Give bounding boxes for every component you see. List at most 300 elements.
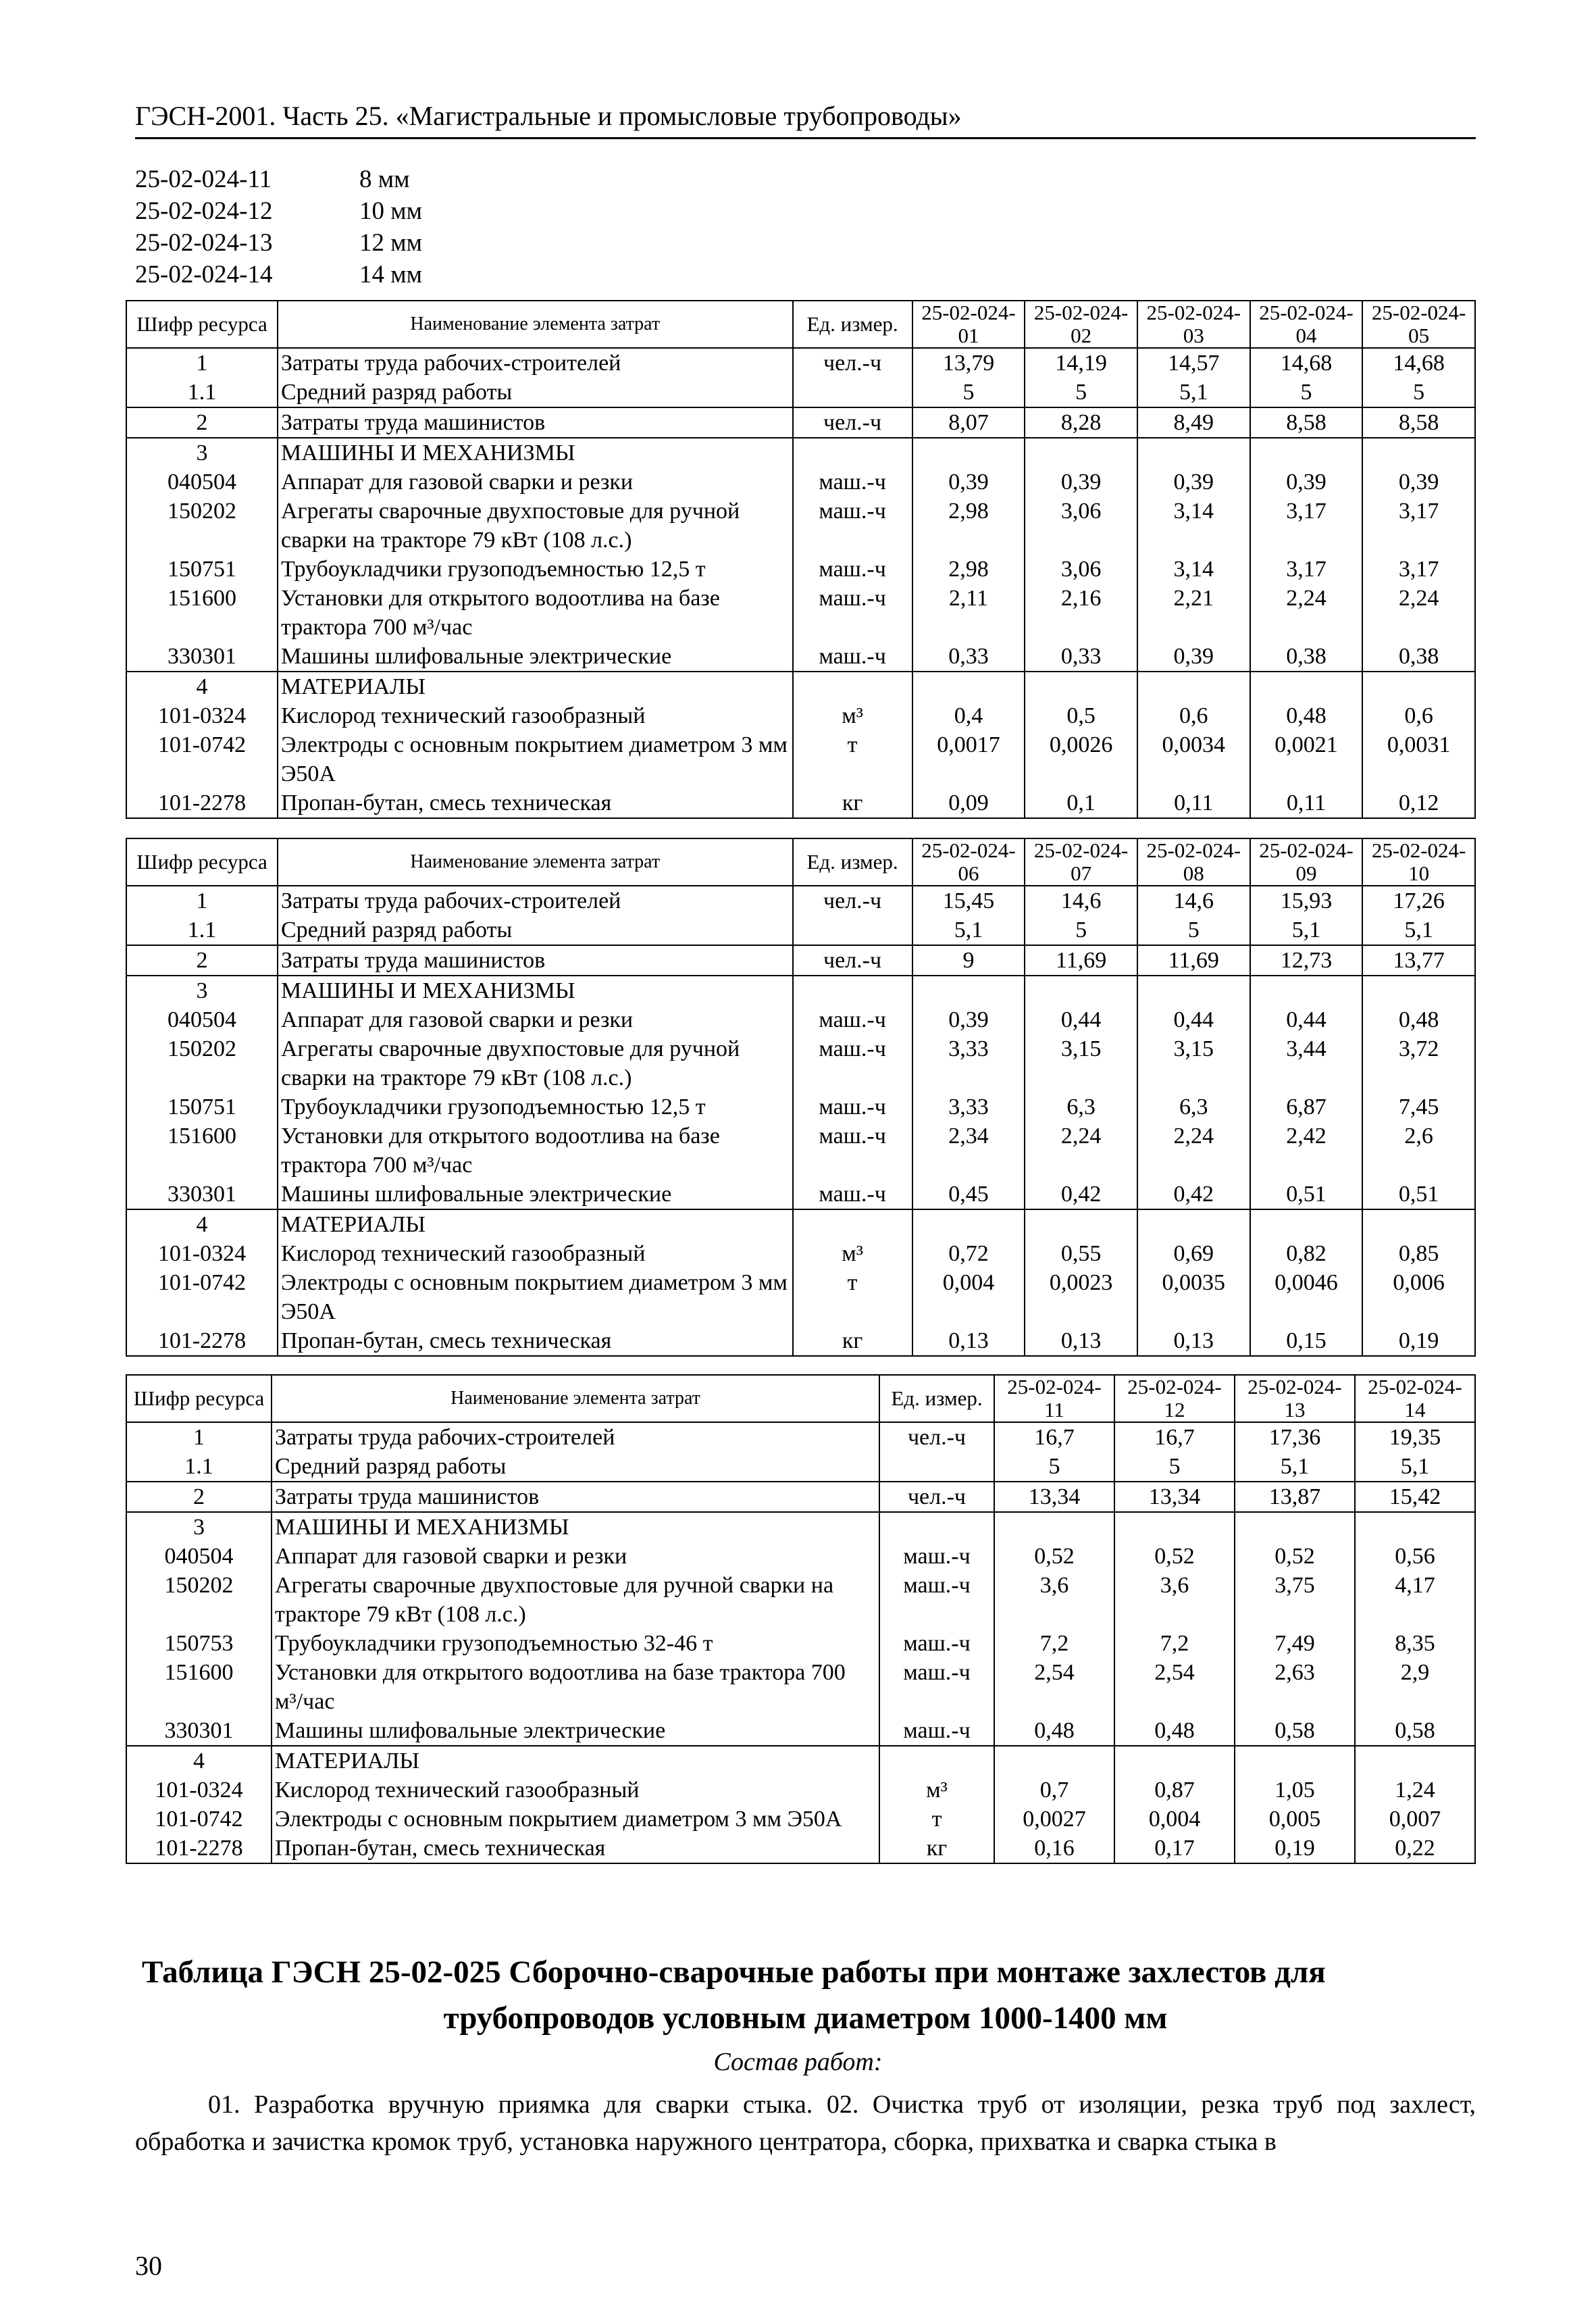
norm-value: 0,0017 — [912, 730, 1025, 788]
norm-value: 0,09 — [912, 788, 1025, 818]
unit: кг — [793, 1326, 912, 1356]
header-column-code: 25-02-024-03 — [1137, 301, 1250, 348]
norm-value — [1025, 672, 1137, 701]
resource-code: 2 — [126, 407, 278, 438]
resource-code: 4 — [126, 1746, 272, 1776]
norm-value — [994, 1746, 1114, 1776]
table-row — [126, 1482, 1475, 1512]
norm-value: 0,33 — [1025, 642, 1137, 672]
resource-code: 150751 — [126, 1092, 278, 1122]
cost-element-name: Агрегаты сварочные двухпостовые для ручной сварки на тракторе 79 кВт (108 л.с.) — [272, 1571, 879, 1629]
cost-element-name: Пропан-бутан, смесь техническая — [278, 1326, 793, 1356]
norm-value: 8,28 — [1025, 407, 1137, 438]
cost-element-name: Электроды с основным покрытием диаметром 3 мм Э50А — [272, 1805, 879, 1834]
header-unit: Ед. измер. — [793, 838, 912, 886]
norm-value: 2,42 — [1250, 1122, 1363, 1180]
norm-value: 0,39 — [912, 468, 1025, 497]
norm-value: 16,7 — [1114, 1422, 1235, 1452]
norm-value — [1250, 1209, 1363, 1239]
norm-value: 0,5 — [1025, 701, 1137, 730]
norm-value: 0,1 — [1025, 788, 1137, 818]
variant-label: 8 мм — [359, 166, 410, 193]
table-row — [126, 1776, 1475, 1805]
norm-value: 2,9 — [1355, 1658, 1475, 1716]
norm-value: 0,7 — [994, 1776, 1114, 1805]
header-row — [126, 301, 1475, 348]
header-name: Наименование элемента затрат — [272, 1375, 879, 1422]
header-row — [126, 1375, 1475, 1422]
table-row — [126, 1122, 1475, 1180]
section-title-line-2: трубопроводов условным диаметром 1000-1400 мм — [443, 2001, 1168, 2036]
norm-value: 16,7 — [994, 1422, 1114, 1452]
table-row — [126, 1834, 1475, 1863]
cost-element-name: Трубоукладчики грузоподъемностью 12,5 т — [278, 555, 793, 584]
norm-value: 2,24 — [1025, 1122, 1137, 1180]
cost-element-name: МАШИНЫ И МЕХАНИЗМЫ — [272, 1512, 879, 1542]
norm-value: 13,34 — [994, 1482, 1114, 1512]
norm-value: 0,39 — [1362, 468, 1475, 497]
unit: маш.-ч — [793, 584, 912, 642]
table-row — [126, 1268, 1475, 1326]
norm-value: 15,93 — [1250, 886, 1363, 915]
unit: маш.-ч — [793, 642, 912, 672]
norm-value: 8,07 — [912, 407, 1025, 438]
resource-code: 101-0742 — [126, 1268, 278, 1326]
resource-code: 101-0742 — [126, 1805, 272, 1834]
cost-element-name: Затраты труда рабочих-строителей — [278, 348, 793, 378]
header-unit: Ед. измер. — [793, 301, 912, 348]
header-unit: Ед. измер. — [879, 1375, 994, 1422]
norm-table-3 — [126, 1374, 1476, 1864]
cost-element-name: Агрегаты сварочные двухпостовые для ручной сварки на тракторе 79 кВт (108 л.с.) — [278, 1034, 793, 1092]
resource-code: 151600 — [126, 584, 278, 642]
norm-value: 12,73 — [1250, 945, 1363, 976]
norm-value: 0,0035 — [1137, 1268, 1250, 1326]
resource-code: 2 — [126, 945, 278, 976]
norm-value: 0,0023 — [1025, 1268, 1137, 1326]
norm-value: 0,38 — [1250, 642, 1363, 672]
norm-value: 5,1 — [912, 915, 1025, 945]
resource-code: 101-0742 — [126, 730, 278, 788]
norm-value: 14,68 — [1250, 348, 1363, 378]
table-row — [126, 348, 1475, 378]
resource-code: 101-2278 — [126, 1326, 278, 1356]
norm-value: 2,21 — [1137, 584, 1250, 642]
resource-code: 101-2278 — [126, 1834, 272, 1863]
header-column-code: 25-02-024-04 — [1250, 301, 1363, 348]
header-name: Наименование элемента затрат — [278, 838, 793, 886]
cost-element-name: Средний разряд работы — [278, 915, 793, 945]
norm-value: 0,17 — [1114, 1834, 1235, 1863]
norm-value: 0,39 — [1025, 468, 1137, 497]
norm-value: 5 — [1137, 915, 1250, 945]
norm-value: 6,87 — [1250, 1092, 1363, 1122]
norm-value: 0,13 — [1137, 1326, 1250, 1356]
norm-value: 0,12 — [1362, 788, 1475, 818]
resource-code: 1.1 — [126, 1452, 272, 1482]
section-title-line-1: Таблица ГЭСН 25-02-025 Сборочно-сварочные работы при монтаже захлестов для — [142, 1955, 1326, 1990]
resource-code: 151600 — [126, 1122, 278, 1180]
cost-element-name: Электроды с основным покрытием диаметром 3 мм Э50А — [278, 1268, 793, 1326]
cost-element-name: МАШИНЫ И МЕХАНИЗМЫ — [278, 438, 793, 468]
norm-value: 13,79 — [912, 348, 1025, 378]
norm-value: 0,72 — [912, 1239, 1025, 1268]
table-row — [126, 886, 1475, 915]
norm-value: 3,14 — [1137, 497, 1250, 555]
norm-value: 3,17 — [1362, 555, 1475, 584]
resource-code: 330301 — [126, 642, 278, 672]
norm-value: 0,39 — [1137, 468, 1250, 497]
variant-row — [135, 227, 422, 259]
header-column-code: 25-02-024-06 — [912, 838, 1025, 886]
norm-value: 2,34 — [912, 1122, 1025, 1180]
resource-code: 040504 — [126, 1542, 272, 1571]
norm-value: 2,54 — [994, 1658, 1114, 1716]
unit — [879, 1452, 994, 1482]
composition-label: Состав работ: — [713, 2048, 883, 2076]
norm-value — [1025, 438, 1137, 468]
norm-value: 3,06 — [1025, 497, 1137, 555]
norm-value: 1,24 — [1355, 1776, 1475, 1805]
table-row — [126, 1092, 1475, 1122]
norm-value — [1250, 672, 1363, 701]
table-row — [126, 555, 1475, 584]
norm-value: 0,19 — [1362, 1326, 1475, 1356]
norm-value — [1355, 1512, 1475, 1542]
resource-code: 1.1 — [126, 378, 278, 407]
table-row — [126, 1422, 1475, 1452]
norm-value: 14,19 — [1025, 348, 1137, 378]
table-row — [126, 1746, 1475, 1776]
cost-element-name: Пропан-бутан, смесь техническая — [278, 788, 793, 818]
cost-element-name: Кислород технический газообразный — [278, 701, 793, 730]
norm-value: 0,004 — [1114, 1805, 1235, 1834]
norm-value: 5 — [994, 1452, 1114, 1482]
norm-value — [1114, 1746, 1235, 1776]
norm-value — [1250, 976, 1363, 1005]
cost-element-name: Средний разряд работы — [272, 1452, 879, 1482]
unit: чел.-ч — [879, 1482, 994, 1512]
cost-element-name: Средний разряд работы — [278, 378, 793, 407]
unit — [879, 1512, 994, 1542]
norm-value: 5,1 — [1362, 915, 1475, 945]
norm-value: 5,1 — [1235, 1452, 1355, 1482]
norm-value — [1362, 1209, 1475, 1239]
norm-value: 3,17 — [1362, 497, 1475, 555]
header-column-code: 25-02-024-13 — [1235, 1375, 1355, 1422]
norm-value: 2,24 — [1250, 584, 1363, 642]
unit: м³ — [793, 1239, 912, 1268]
resource-code: 3 — [126, 438, 278, 468]
norm-value: 2,98 — [912, 497, 1025, 555]
table-row — [126, 701, 1475, 730]
norm-value: 7,49 — [1235, 1629, 1355, 1658]
cost-element-name: Аппарат для газовой сварки и резки — [278, 468, 793, 497]
norm-value: 0,39 — [1137, 642, 1250, 672]
cost-element-name: Затраты труда рабочих-строителей — [272, 1422, 879, 1452]
cost-element-name: Электроды с основным покрытием диаметром 3 мм Э50А — [278, 730, 793, 788]
variant-row — [135, 164, 422, 195]
variant-code: 25-02-024-13 — [135, 229, 273, 257]
norm-value: 0,0021 — [1250, 730, 1363, 788]
norm-value: 0,52 — [994, 1542, 1114, 1571]
unit: маш.-ч — [879, 1716, 994, 1746]
norm-value: 0,55 — [1025, 1239, 1137, 1268]
norm-value: 0,19 — [1235, 1834, 1355, 1863]
table-row — [126, 1542, 1475, 1571]
norm-value: 17,36 — [1235, 1422, 1355, 1452]
table-row — [126, 1716, 1475, 1746]
norm-value: 0,22 — [1355, 1834, 1475, 1863]
norm-value — [1235, 1746, 1355, 1776]
norm-value: 3,14 — [1137, 555, 1250, 584]
resource-code: 1.1 — [126, 915, 278, 945]
header-column-code: 25-02-024-14 — [1355, 1375, 1475, 1422]
resource-code: 151600 — [126, 1658, 272, 1716]
norm-value: 0,0046 — [1250, 1268, 1363, 1326]
resource-code: 150202 — [126, 497, 278, 555]
resource-code: 2 — [126, 1482, 272, 1512]
norm-value: 0,11 — [1250, 788, 1363, 818]
norm-value: 2,16 — [1025, 584, 1137, 642]
norm-value: 3,72 — [1362, 1034, 1475, 1092]
norm-value: 0,6 — [1137, 701, 1250, 730]
norm-value: 3,33 — [912, 1092, 1025, 1122]
header-column-code: 25-02-024-08 — [1137, 838, 1250, 886]
norm-value: 0,58 — [1355, 1716, 1475, 1746]
table-row — [126, 788, 1475, 818]
resource-code: 150751 — [126, 555, 278, 584]
unit — [879, 1746, 994, 1776]
norm-value: 0,51 — [1250, 1180, 1363, 1209]
header-rule — [135, 137, 1476, 139]
norm-value: 0,0031 — [1362, 730, 1475, 788]
norm-value: 0,15 — [1250, 1326, 1363, 1356]
norm-value — [1137, 438, 1250, 468]
norm-value: 0,42 — [1025, 1180, 1137, 1209]
norm-value: 3,17 — [1250, 497, 1363, 555]
norm-value: 8,58 — [1362, 407, 1475, 438]
cost-element-name: МАТЕРИАЛЫ — [278, 672, 793, 701]
norm-value: 8,49 — [1137, 407, 1250, 438]
norm-value: 13,34 — [1114, 1482, 1235, 1512]
table-row — [126, 642, 1475, 672]
header-column-code: 25-02-024-05 — [1362, 301, 1475, 348]
cost-element-name: Установки для открытого водоотлива на базе трактора 700 м³/час — [278, 1122, 793, 1180]
norm-value: 0,6 — [1362, 701, 1475, 730]
header-column-code: 25-02-024-07 — [1025, 838, 1137, 886]
cost-element-name: Кислород технический газообразный — [278, 1239, 793, 1268]
unit: маш.-ч — [793, 1005, 912, 1034]
cost-element-name: Затраты труда машинистов — [278, 407, 793, 438]
table-row — [126, 1005, 1475, 1034]
unit: кг — [793, 788, 912, 818]
norm-value — [1250, 438, 1363, 468]
cost-element-name: МАТЕРИАЛЫ — [272, 1746, 879, 1776]
header-code: Шифр ресурса — [126, 1375, 272, 1422]
norm-value: 0,44 — [1137, 1005, 1250, 1034]
norm-value: 0,85 — [1362, 1239, 1475, 1268]
norm-value: 0,007 — [1355, 1805, 1475, 1834]
variant-code: 25-02-024-14 — [135, 261, 273, 288]
unit: м³ — [793, 701, 912, 730]
header-column-code: 25-02-024-11 — [994, 1375, 1114, 1422]
header-column-code: 25-02-024-02 — [1025, 301, 1137, 348]
resource-code: 330301 — [126, 1716, 272, 1746]
norm-value: 13,87 — [1235, 1482, 1355, 1512]
norm-value: 0,48 — [1362, 1005, 1475, 1034]
unit: маш.-ч — [793, 468, 912, 497]
norm-value: 0,48 — [1114, 1716, 1235, 1746]
norm-value — [1137, 976, 1250, 1005]
norm-value: 3,15 — [1137, 1034, 1250, 1092]
cost-element-name: Агрегаты сварочные двухпостовые для ручной сварки на тракторе 79 кВт (108 л.с.) — [278, 497, 793, 555]
norm-value: 5,1 — [1355, 1452, 1475, 1482]
unit: кг — [879, 1834, 994, 1863]
norm-value — [1025, 976, 1137, 1005]
norm-value — [912, 1209, 1025, 1239]
norm-value: 5,1 — [1137, 378, 1250, 407]
variant-label: 10 мм — [359, 197, 423, 225]
norm-value — [1362, 976, 1475, 1005]
norm-value: 2,6 — [1362, 1122, 1475, 1180]
norm-value: 0,39 — [1250, 468, 1363, 497]
cost-element-name: Установки для открытого водоотлива на базе трактора 700 м³/час — [278, 584, 793, 642]
norm-value: 0,0034 — [1137, 730, 1250, 788]
variant-row — [135, 195, 422, 227]
norm-value: 3,6 — [1114, 1571, 1235, 1629]
norm-value: 0,33 — [912, 642, 1025, 672]
norm-value: 5 — [1025, 378, 1137, 407]
norm-value: 14,57 — [1137, 348, 1250, 378]
norm-value: 2,24 — [1137, 1122, 1250, 1180]
norm-value — [1362, 438, 1475, 468]
variant-list — [135, 164, 422, 291]
norm-value: 0,87 — [1114, 1776, 1235, 1805]
table-row — [126, 976, 1475, 1005]
norm-value: 0,48 — [994, 1716, 1114, 1746]
cost-element-name: Машины шлифовальные электрические — [278, 642, 793, 672]
norm-value: 3,6 — [994, 1571, 1114, 1629]
running-header: ГЭСН-2001. Часть 25. «Магистральные и промысловые трубопроводы» — [135, 101, 962, 131]
norm-value: 0,13 — [912, 1326, 1025, 1356]
norm-value — [1025, 1209, 1137, 1239]
cost-element-name: МАТЕРИАЛЫ — [278, 1209, 793, 1239]
norm-value: 15,45 — [912, 886, 1025, 915]
variant-row — [135, 259, 422, 291]
unit: маш.-ч — [879, 1542, 994, 1571]
resource-code: 101-2278 — [126, 788, 278, 818]
header-name: Наименование элемента затрат — [278, 301, 793, 348]
norm-value: 13,77 — [1362, 945, 1475, 976]
cost-element-name: МАШИНЫ И МЕХАНИЗМЫ — [278, 976, 793, 1005]
resource-code: 040504 — [126, 1005, 278, 1034]
norm-value — [1235, 1512, 1355, 1542]
norm-value: 6,3 — [1025, 1092, 1137, 1122]
norm-value: 17,26 — [1362, 886, 1475, 915]
norm-value: 0,005 — [1235, 1805, 1355, 1834]
norm-value — [1362, 672, 1475, 701]
norm-value — [1137, 672, 1250, 701]
unit: чел.-ч — [793, 945, 912, 976]
unit: маш.-ч — [793, 1180, 912, 1209]
norm-value: 5,1 — [1250, 915, 1363, 945]
unit — [793, 672, 912, 701]
norm-value — [1355, 1746, 1475, 1776]
unit — [793, 378, 912, 407]
norm-value: 7,2 — [994, 1629, 1114, 1658]
unit — [793, 1209, 912, 1239]
norm-value: 11,69 — [1025, 945, 1137, 976]
unit — [793, 915, 912, 945]
norm-value: 0,0027 — [994, 1805, 1114, 1834]
resource-code: 150753 — [126, 1629, 272, 1658]
norm-value: 7,45 — [1362, 1092, 1475, 1122]
variant-label: 14 мм — [359, 261, 423, 288]
unit: маш.-ч — [793, 1034, 912, 1092]
norm-value: 0,39 — [912, 1005, 1025, 1034]
resource-code: 1 — [126, 1422, 272, 1452]
norm-value: 3,33 — [912, 1034, 1025, 1092]
norm-value: 2,24 — [1362, 584, 1475, 642]
cost-element-name: Кислород технический газообразный — [272, 1776, 879, 1805]
resource-code: 3 — [126, 1512, 272, 1542]
norm-value — [994, 1512, 1114, 1542]
cost-element-name: Затраты труда рабочих-строителей — [278, 886, 793, 915]
norm-value: 9 — [912, 945, 1025, 976]
header-column-code: 25-02-024-01 — [912, 301, 1025, 348]
norm-value: 3,75 — [1235, 1571, 1355, 1629]
table-row — [126, 1571, 1475, 1629]
norm-value: 0,48 — [1250, 701, 1363, 730]
norm-value: 2,54 — [1114, 1658, 1235, 1716]
table-row — [126, 672, 1475, 701]
unit: маш.-ч — [879, 1629, 994, 1658]
unit: т — [793, 1268, 912, 1326]
resource-code: 101-0324 — [126, 1239, 278, 1268]
header-column-code: 25-02-024-12 — [1114, 1375, 1235, 1422]
norm-value: 0,16 — [994, 1834, 1114, 1863]
norm-value: 0,52 — [1114, 1542, 1235, 1571]
norm-value: 2,11 — [912, 584, 1025, 642]
table-row — [126, 1658, 1475, 1716]
norm-value: 0,38 — [1362, 642, 1475, 672]
table-row — [126, 945, 1475, 976]
header-code: Шифр ресурса — [126, 301, 278, 348]
cost-element-name: Машины шлифовальные электрические — [278, 1180, 793, 1209]
unit: маш.-ч — [793, 1122, 912, 1180]
table-row — [126, 1629, 1475, 1658]
norm-value: 3,17 — [1250, 555, 1363, 584]
table-row — [126, 407, 1475, 438]
cost-element-name: Аппарат для газовой сварки и резки — [272, 1542, 879, 1571]
table-row — [126, 1512, 1475, 1542]
norm-value: 3,15 — [1025, 1034, 1137, 1092]
norm-value: 14,68 — [1362, 348, 1475, 378]
norm-value: 0,42 — [1137, 1180, 1250, 1209]
norm-value: 1,05 — [1235, 1776, 1355, 1805]
table-row — [126, 1326, 1475, 1356]
resource-code: 4 — [126, 672, 278, 701]
norm-value: 11,69 — [1137, 945, 1250, 976]
norm-value: 0,006 — [1362, 1268, 1475, 1326]
unit: маш.-ч — [793, 555, 912, 584]
header-column-code: 25-02-024-10 — [1362, 838, 1475, 886]
norm-value — [1114, 1512, 1235, 1542]
norm-value: 19,35 — [1355, 1422, 1475, 1452]
table-row — [126, 1180, 1475, 1209]
section-title — [135, 1949, 1476, 2041]
